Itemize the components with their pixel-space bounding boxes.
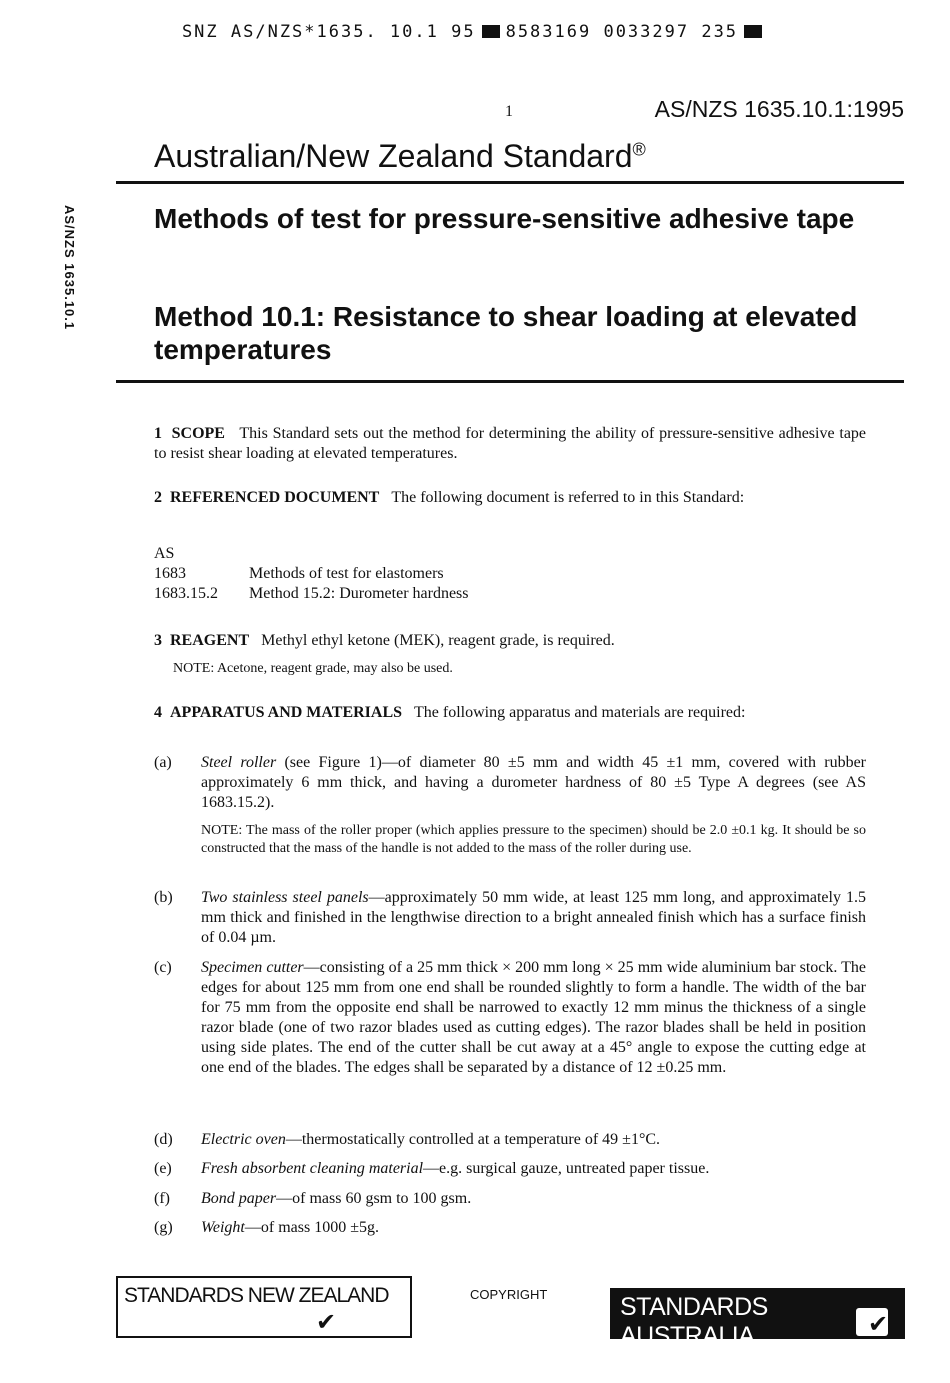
- item-mark: (a): [154, 754, 172, 771]
- reference-row: [154, 564, 866, 584]
- document-code-line: [0, 22, 950, 42]
- item-text: [201, 888, 866, 948]
- reference-title: Method 15.2: Durometer hardness: [249, 585, 469, 602]
- section-text: The following apparatus and materials are required:: [414, 704, 746, 721]
- section-heading: APPARATUS AND MATERIALS: [170, 704, 403, 721]
- brand-text: Australian/New Zealand Standard: [154, 138, 633, 174]
- brand-heading: [154, 138, 646, 175]
- item-term: Weight: [201, 1219, 245, 1236]
- item-text: [201, 1130, 866, 1150]
- section-text: Methyl ethyl ketone (MEK), reagent grade, is required.: [261, 632, 615, 649]
- section-apparatus: [154, 703, 866, 723]
- section-heading: SCOPE: [171, 425, 225, 442]
- item-mark: (g): [154, 1219, 173, 1236]
- item-body: —approximately 50 mm wide, at least 125 mm long, and approximately 1.5 mm thick and finished in the lengthwise direction to a bright annealed finish which has a surface finish of 0.04 µm.: [201, 889, 867, 946]
- title-divider: [116, 380, 904, 383]
- item-text: [201, 1159, 866, 1179]
- item-mark: (e): [154, 1160, 172, 1177]
- item-body: —thermostatically controlled at a temperature of 49 ±1°C.: [285, 1131, 661, 1148]
- standard-number: AS/NZS 1635.10.1:1995: [654, 96, 904, 122]
- reference-title: Methods of test for elastomers: [249, 565, 444, 582]
- item-mark: (b): [154, 889, 173, 906]
- black-block-mark: [744, 25, 762, 38]
- item-mark: (d): [154, 1131, 173, 1148]
- list-item: [154, 1218, 866, 1238]
- item-mark: (f): [154, 1190, 170, 1207]
- list-item: [154, 888, 866, 948]
- item-term: Steel roller: [201, 754, 277, 771]
- document-subtitle: Method 10.1: Resistance to shear loading at elevated temperatures: [154, 301, 858, 365]
- item-mark: (c): [154, 959, 172, 976]
- standards-australia-logo: [610, 1288, 905, 1350]
- item-body: —consisting of a 25 mm thick × 200 mm long × 25 mm wide aluminium bar stock. The edges for about 125 mm from one end shall be rounded slightly to form a handle. The width of the bar for 75 mm from the opposite end shall be narrowed to exactly 12 mm minus the thickness of a single razor blade (one of two razor blades used as cutting edges). The razor blades shall be held in position using side plates. The end of the cutter shall be cut away at a 45° angle to expose the cutting edge at one end of the blades. The edges shall be separated by a distance of 12 ±0.25 mm.: [201, 959, 867, 1076]
- reference-row: [154, 584, 866, 604]
- section-referenced: [154, 488, 866, 508]
- item-body: (see Figure 1)—of diameter 80 ±5 mm and width 45 ±1 mm, covered with rubber approximately 6 mm thick, and having a durometer hardness of 80 ±5 Type A degrees (see AS 1683.15.2).: [201, 754, 866, 811]
- reference-code: 1683: [154, 565, 186, 582]
- item-term: Fresh absorbent cleaning material: [201, 1160, 424, 1177]
- item-term: Bond paper: [201, 1190, 277, 1207]
- item-text: [201, 1189, 866, 1209]
- roller-note: NOTE: The mass of the roller proper (which applies pressure to the specimen) should be 2.0 ±0.1 kg. It should be so constructed that the mass of the handle is not added to the mass of the roller during use.: [201, 823, 866, 856]
- snz-logo-text: STANDARDS NEW ZEALAND: [124, 1284, 389, 1307]
- section-text: This Standard sets out the method for determining the ability of pressure-sensitive adhesive tape to resist shear loading at elevated temperatures.: [154, 425, 867, 462]
- check-mark-icon: ✔: [868, 1311, 889, 1338]
- list-item: [154, 1189, 866, 1209]
- list-item: [154, 1159, 866, 1179]
- item-body: —of mass 60 gsm to 100 gsm.: [276, 1190, 472, 1207]
- section-number: 2: [154, 489, 162, 506]
- code-line-part-a: SNZ AS/NZS*1635. 10.1 95: [181, 22, 476, 42]
- list-item: [154, 753, 866, 813]
- sa-logo-text: STANDARDS AUSTRALIA: [620, 1293, 768, 1350]
- section-text: The following document is referred to in this Standard:: [391, 489, 745, 506]
- list-item: [154, 1130, 866, 1150]
- reference-prefix: AS: [154, 545, 175, 562]
- copyright-label: COPYRIGHT: [470, 1287, 548, 1302]
- section-reagent: [154, 631, 866, 651]
- section-scope: [154, 424, 866, 464]
- item-text: [201, 753, 866, 813]
- item-term: Two stainless steel panels: [201, 889, 369, 906]
- item-text: [201, 958, 866, 1078]
- section-number: 1: [154, 425, 162, 442]
- page-number: 1: [505, 103, 513, 120]
- reference-code: 1683.15.2: [154, 585, 218, 602]
- registered-mark: ®: [632, 139, 646, 160]
- list-item: [154, 958, 866, 1078]
- side-label: AS/NZS 1635.10.1: [62, 205, 77, 331]
- section-heading: REFERENCED DOCUMENT: [170, 489, 380, 506]
- item-body: —e.g. surgical gauze, untreated paper tissue.: [423, 1160, 710, 1177]
- reagent-note: NOTE: Acetone, reagent grade, may also be used.: [173, 661, 453, 676]
- top-divider: [116, 181, 904, 184]
- item-text: [201, 1218, 866, 1238]
- item-body: —of mass 1000 ±5g.: [244, 1219, 379, 1236]
- check-mark-icon: ✔: [316, 1309, 337, 1336]
- section-heading: REAGENT: [170, 632, 250, 649]
- section-number: 3: [154, 632, 162, 649]
- item-term: Electric oven: [201, 1131, 286, 1148]
- code-line-part-b: 8583169 0033297 235: [505, 22, 739, 42]
- item-term: Specimen cutter: [201, 959, 304, 976]
- document-title: Methods of test for pressure-sensitive adhesive tape: [154, 203, 855, 234]
- reference-list: [154, 544, 866, 604]
- standards-new-zealand-logo: [116, 1276, 412, 1338]
- black-block-mark: [482, 25, 500, 38]
- section-number: 4: [154, 704, 162, 721]
